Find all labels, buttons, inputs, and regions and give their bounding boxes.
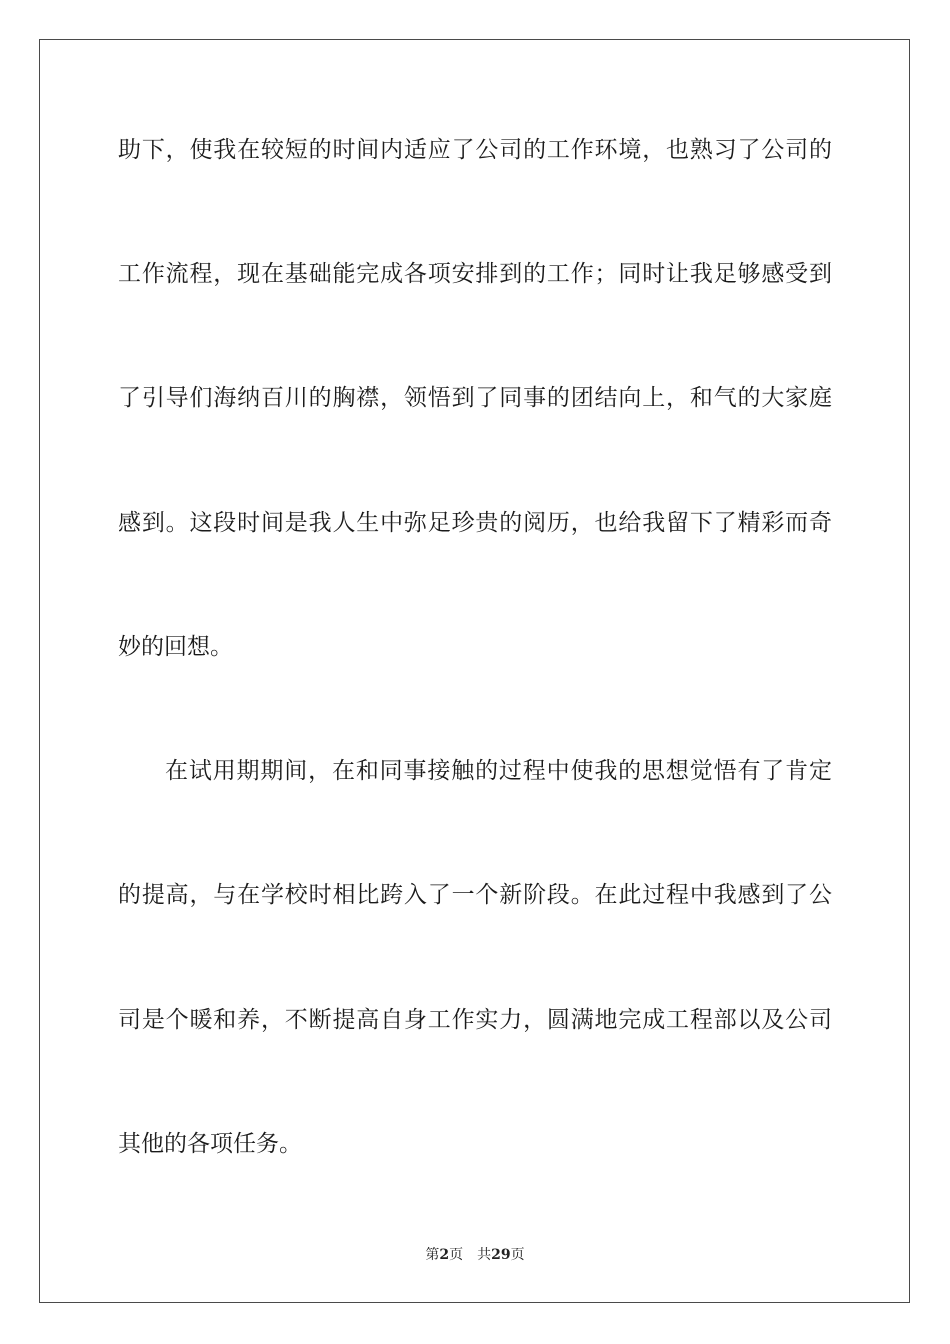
paragraph-line: 了引导们海纳百川的胸襟，领悟到了同事的团结向上，和气的大家庭 — [118, 385, 832, 411]
page-prefix: 第 — [425, 1247, 440, 1263]
total-pages: 29 — [491, 1247, 511, 1263]
page-border — [39, 39, 910, 1303]
total-suffix: 页 — [510, 1247, 525, 1263]
paragraph-line: 工作流程，现在基础能完成各项安排到的工作；同时让我足够感受到 — [118, 261, 832, 287]
paragraph-line: 在试用期期间，在和同事接触的过程中使我的思想觉悟有了肯定 — [165, 758, 832, 784]
page-suffix: 页 — [449, 1247, 464, 1263]
paragraph-line: 助下，使我在较短的时间内适应了公司的工作环境，也熟习了公司的 — [118, 137, 832, 163]
paragraph-line: 其他的各项任务。 — [118, 1131, 302, 1157]
paragraph-line: 感到。这段时间是我人生中弥足珍贵的阅历，也给我留下了精彩而奇 — [118, 510, 832, 536]
page-number: 2 — [439, 1247, 450, 1263]
paragraph-line: 的提高，与在学校时相比跨入了一个新阶段。在此过程中我感到了公 — [118, 882, 832, 908]
paragraph-line: 妙的回想。 — [118, 634, 233, 660]
total-prefix: 共 — [477, 1247, 492, 1263]
paragraph-line: 司是个暖和养，不断提高自身工作实力，圆满地完成工程部以及公司 — [118, 1007, 832, 1033]
page-footer — [0, 1246, 950, 1264]
